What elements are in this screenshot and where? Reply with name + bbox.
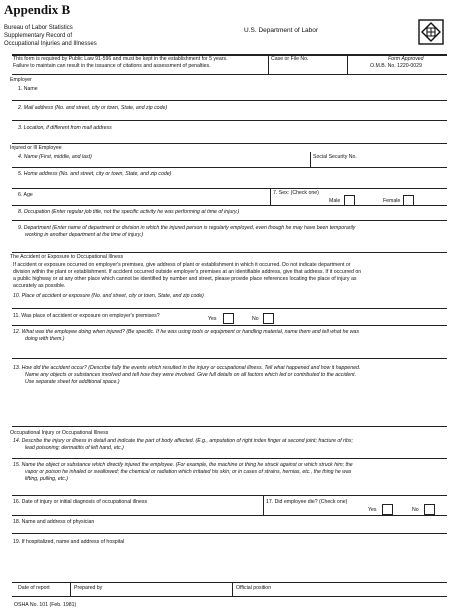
agency-line-1: Bureau of Labor Statistics xyxy=(4,25,73,31)
department-field-line-1[interactable]: 9. Department (Enter name of department or division in which the injured person is regularly employed, even though he may have been temporarily xyxy=(18,225,356,231)
omb-number: O.M.B. No. 1220-0029 xyxy=(370,63,422,69)
agency-line-3: Occupational Injuries and Illnesses xyxy=(4,41,97,47)
date-of-report-field[interactable]: Date of report xyxy=(18,585,50,591)
premises-yes-checkbox[interactable] xyxy=(223,313,234,324)
object-field-line-1[interactable]: 15. Name the object or substance which directly injured the employee. (For example, the machine or thing he struck against or which struck him; the xyxy=(13,462,353,468)
how-field-line-2: Name any objects or substances involved and tell how they were involved. Give full details on all factors which led or contributed to the accident. xyxy=(25,372,357,378)
employer-name-field[interactable]: 1. Name xyxy=(18,86,38,92)
doing-field-line-1[interactable]: 12. What was the employee doing when injured? (Be specific. If he was using tools or equipment or handling material, name them and tell what he was xyxy=(13,329,360,335)
employer-location-field[interactable]: 3. Location, if different from mail address xyxy=(18,125,112,131)
describe-field-line-2: lead poisoning; dermatitis of left hand, etc.) xyxy=(25,445,124,451)
employee-name-field[interactable]: 4. Name (First, middle, and last) xyxy=(18,154,92,160)
premises-no-checkbox[interactable] xyxy=(263,313,274,324)
died-question: 17. Did employee die? (Check one) xyxy=(266,499,348,505)
how-field-line-3: Use separate sheet for additional space.) xyxy=(25,379,120,385)
object-field-line-3: lifting, pulling, etc.) xyxy=(25,476,68,482)
department-field-line-2: working in another department at the time of injury.) xyxy=(25,232,144,238)
date-of-injury-field[interactable]: 16. Date of injury or initial diagnosis of occupational illness xyxy=(13,499,148,505)
sex-label: 7. Sex: (Check one) xyxy=(273,190,319,196)
employer-section-title: Employer xyxy=(10,77,32,83)
dol-seal-icon xyxy=(418,19,444,45)
form-approved-label: Form Approved xyxy=(388,56,424,62)
official-position-field[interactable]: Official position xyxy=(236,585,272,591)
notice-line-2: Failure to maintain can result in the issuance of citations and assessment of penalties. xyxy=(13,63,211,69)
premises-no-label: No xyxy=(252,316,259,322)
department-label: U.S. Department of Labor xyxy=(244,27,319,34)
premises-question: 11. Was place of accident or exposure on employer's premises? xyxy=(13,313,160,319)
ssn-field[interactable]: Social Security No. xyxy=(313,154,357,160)
accident-intro-line-3: a public highway or at any other place which cannot be identified by number and street, please provide place references locating the place of injury as xyxy=(13,276,357,282)
notice-line-1: This form is required by Public Law 91-596 and must be kept in the establishment for 5 years. xyxy=(13,56,228,62)
age-field[interactable]: 6. Age xyxy=(18,192,33,198)
doing-field-line-2: doing with them.) xyxy=(25,336,65,342)
occupational-section-title: Occupational Injury or Occupational Illness xyxy=(10,430,109,436)
accident-section-title: The Accident or Exposure to Occupational Illness xyxy=(10,254,124,260)
prepared-by-field[interactable]: Prepared by xyxy=(74,585,103,591)
object-field-line-2: vapor or poison he inhaled or swallowed; the chemical or radiation which irritated his skin; or in cases of strains, hernias, etc., the thing he was xyxy=(25,469,352,475)
died-no-label: No xyxy=(412,507,419,513)
form-number: OSHA No. 101 (Feb. 1981) xyxy=(14,602,77,608)
case-file-label: Case or File No. xyxy=(271,56,309,62)
agency-line-2: Supplementary Record of xyxy=(4,33,73,39)
employer-mail-field[interactable]: 2. Mail address (No. and street, city or town, State, and zip code) xyxy=(18,105,168,111)
employee-section-title: Injured or Ill Employee xyxy=(10,145,62,151)
physician-field[interactable]: 18. Name and address of physician xyxy=(13,519,95,525)
male-label: Male xyxy=(329,198,341,204)
premises-yes-label: Yes xyxy=(208,316,217,322)
female-label: Female xyxy=(383,198,401,204)
died-yes-label: Yes xyxy=(368,507,377,513)
appendix-title: Appendix B xyxy=(4,2,71,17)
describe-field-line-1[interactable]: 14. Describe the injury or illness in detail and indicate the part of body affected. (E.g., amputation of right index finger at second joint; fracture of ribs; xyxy=(13,438,353,444)
hospital-field[interactable]: 19. If hospitalized, name and address of hospital xyxy=(13,539,125,545)
died-yes-checkbox[interactable] xyxy=(382,504,393,515)
home-address-field[interactable]: 5. Home address (No. and street, city or town, State, and zip code) xyxy=(18,171,172,177)
accident-intro-line-1: If accident or exposure occurred on employer's premises, give address of plant or establishment in which it occurred. Do not indicate department or xyxy=(13,262,351,268)
accident-intro-line-4: accurately as possible. xyxy=(13,283,66,289)
died-no-checkbox[interactable] xyxy=(424,504,435,515)
occupation-field[interactable]: 8. Occupation (Enter regular job title, not the specific activity he was performing at time of injury.) xyxy=(18,209,240,215)
how-field-line-1[interactable]: 13. How did the accident occur? (Describe fully the events which resulted in the injury or occupational illness. Tell what happened and how it happened. xyxy=(13,365,361,371)
accident-intro-line-2: division within the plant or establishment. If accident occurred outside employer's premises at an identifiable address, give that address. If it occurred on xyxy=(13,269,362,275)
place-field[interactable]: 10. Place of accident or exposure (No. and street, city or town, State, and zip code) xyxy=(13,293,204,299)
